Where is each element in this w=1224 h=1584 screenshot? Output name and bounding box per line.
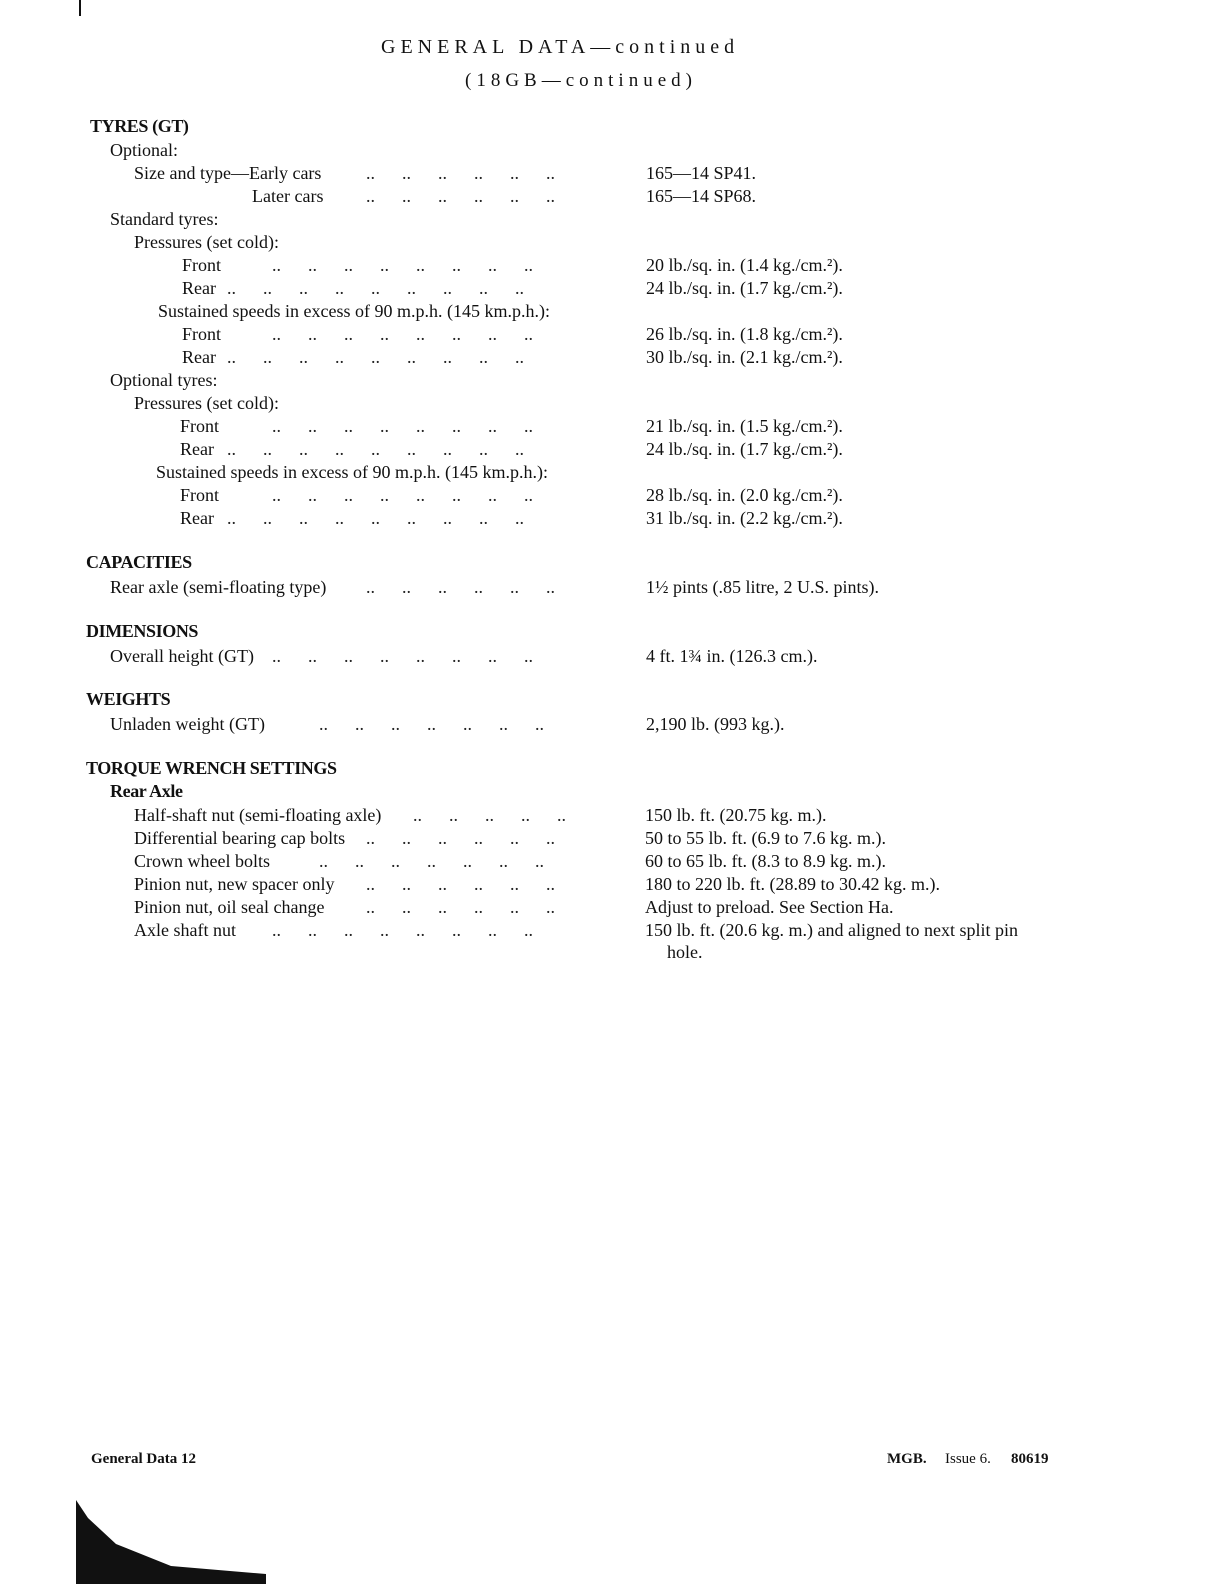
opt-sus-rear-value: 31 lb./sq. in. (2.2 kg./cm.²). bbox=[646, 508, 843, 528]
rear-axle-capacity-value: 1½ pints (.85 litre, 2 U.S. pints). bbox=[646, 577, 879, 597]
opt-front-value: 21 lb./sq. in. (1.5 kg./cm.²). bbox=[646, 416, 843, 436]
size-type-early-value: 165—14 SP41. bbox=[646, 163, 757, 183]
size-type-early-label: Size and type—Early cars bbox=[134, 163, 322, 183]
pinion-nut-new-label: Pinion nut, new spacer only bbox=[134, 874, 335, 894]
opt-rear-label: Rear bbox=[180, 439, 214, 459]
leader-dots: .. .. .. .. .. .. .. .. bbox=[272, 324, 533, 344]
leader-dots: .. .. .. .. .. .. .. .. bbox=[272, 646, 533, 666]
std-sus-front-label: Front bbox=[182, 324, 222, 344]
std-sus-rear-value: 30 lb./sq. in. (2.1 kg./cm.²). bbox=[646, 347, 843, 367]
leader-dots: .. .. .. .. .. .. bbox=[366, 874, 555, 894]
opt-sus-rear-label: Rear bbox=[180, 508, 214, 528]
opt-front-label: Front bbox=[180, 416, 220, 436]
opt-rear-value: 24 lb./sq. in. (1.7 kg./cm.²). bbox=[646, 439, 843, 459]
footer-number: 80619 bbox=[1011, 1451, 1049, 1467]
leader-dots: .. .. .. .. .. .. .. .. bbox=[272, 485, 533, 505]
standard-tyres-label: Standard tyres: bbox=[110, 209, 219, 229]
std-pressures-label: Pressures (set cold): bbox=[134, 232, 279, 252]
leader-dots: .. .. .. .. .. .. .. .. .. bbox=[227, 347, 524, 367]
std-sus-rear-label: Rear bbox=[182, 347, 216, 367]
half-shaft-nut-value: 150 lb. ft. (20.75 kg. m.). bbox=[645, 805, 827, 825]
section-heading-dimensions: DIMENSIONS bbox=[86, 621, 199, 641]
scan-mark-top bbox=[79, 0, 81, 16]
leader-dots: .. .. .. .. .. .. bbox=[366, 828, 555, 848]
std-rear-label: Rear bbox=[182, 278, 216, 298]
leader-dots: .. .. .. .. .. .. .. .. bbox=[272, 416, 533, 436]
half-shaft-nut-label: Half-shaft nut (semi-floating axle) bbox=[134, 805, 382, 825]
std-sus-front-value: 26 lb./sq. in. (1.8 kg./cm.²). bbox=[646, 324, 843, 344]
std-front-label: Front bbox=[182, 255, 222, 275]
axle-shaft-nut-value-cont: hole. bbox=[667, 942, 703, 962]
opt-pressures-label: Pressures (set cold): bbox=[134, 393, 279, 413]
optional-tyres-label: Optional tyres: bbox=[110, 370, 218, 390]
section-heading-tyres: TYRES (GT) bbox=[90, 116, 189, 136]
section-heading-capacities: CAPACITIES bbox=[86, 552, 192, 572]
page-subtitle: (18GB—continued) bbox=[465, 70, 697, 91]
opt-sus-front-value: 28 lb./sq. in. (2.0 kg./cm.²). bbox=[646, 485, 843, 505]
pinion-nut-oil-value: Adjust to preload. See Section Ha. bbox=[645, 897, 894, 917]
footer-model: MGB. bbox=[887, 1451, 927, 1467]
optional-label: Optional: bbox=[110, 140, 178, 160]
leader-dots: .. .. .. .. .. .. bbox=[366, 577, 555, 597]
size-type-later-value: 165—14 SP68. bbox=[646, 186, 757, 206]
leader-dots: .. .. .. .. .. .. .. .. .. bbox=[227, 508, 524, 528]
leader-dots: .. .. .. .. .. .. .. .. bbox=[272, 920, 533, 940]
leader-dots: .. .. .. .. .. .. bbox=[366, 186, 555, 206]
unladen-weight-value: 2,190 lb. (993 kg.). bbox=[646, 714, 785, 734]
leader-dots: .. .. .. .. .. .. bbox=[366, 897, 555, 917]
crown-wheel-bolts-value: 60 to 65 lb. ft. (8.3 to 8.9 kg. m.). bbox=[645, 851, 886, 871]
scan-shadow-bottom bbox=[76, 1500, 276, 1584]
leader-dots: .. .. .. .. .. .. .. .. .. bbox=[227, 439, 524, 459]
crown-wheel-bolts-label: Crown wheel bolts bbox=[134, 851, 270, 871]
rear-axle-capacity-label: Rear axle (semi-floating type) bbox=[110, 577, 327, 597]
overall-height-value: 4 ft. 1¾ in. (126.3 cm.). bbox=[646, 646, 818, 666]
leader-dots: .. .. .. .. .. .. bbox=[366, 163, 555, 183]
overall-height-label: Overall height (GT) bbox=[110, 646, 254, 666]
std-rear-value: 24 lb./sq. in. (1.7 kg./cm.²). bbox=[646, 278, 843, 298]
leader-dots: .. .. .. .. .. .. .. bbox=[319, 851, 544, 871]
leader-dots: .. .. .. .. .. .. .. .. .. bbox=[227, 278, 524, 298]
size-type-later-label: Later cars bbox=[252, 186, 324, 206]
pinion-nut-oil-label: Pinion nut, oil seal change bbox=[134, 897, 325, 917]
leader-dots: .. .. .. .. .. .. .. bbox=[319, 714, 544, 734]
std-front-value: 20 lb./sq. in. (1.4 kg./cm.²). bbox=[646, 255, 843, 275]
section-heading-torque: TORQUE WRENCH SETTINGS bbox=[86, 758, 337, 778]
leader-dots: .. .. .. .. .. bbox=[413, 805, 566, 825]
std-sustained-label: Sustained speeds in excess of 90 m.p.h. (145 km.p.h.): bbox=[158, 301, 550, 321]
diff-bearing-cap-value: 50 to 55 lb. ft. (6.9 to 7.6 kg. m.). bbox=[645, 828, 886, 848]
opt-sus-front-label: Front bbox=[180, 485, 220, 505]
subheading-rear-axle: Rear Axle bbox=[110, 781, 183, 801]
leader-dots: .. .. .. .. .. .. .. .. bbox=[272, 255, 533, 275]
pinion-nut-new-value: 180 to 220 lb. ft. (28.89 to 30.42 kg. m.). bbox=[645, 874, 940, 894]
section-heading-weights: WEIGHTS bbox=[86, 689, 171, 709]
opt-sustained-label: Sustained speeds in excess of 90 m.p.h. (145 km.p.h.): bbox=[156, 462, 548, 482]
footer-page-label: General Data 12 bbox=[91, 1451, 196, 1467]
unladen-weight-label: Unladen weight (GT) bbox=[110, 714, 265, 734]
page-title: GENERAL DATA—continued bbox=[381, 36, 740, 58]
axle-shaft-nut-value: 150 lb. ft. (20.6 kg. m.) and aligned to next split pin bbox=[645, 920, 1018, 940]
diff-bearing-cap-label: Differential bearing cap bolts bbox=[134, 828, 346, 848]
footer-issue: Issue 6. bbox=[945, 1451, 991, 1467]
axle-shaft-nut-label: Axle shaft nut bbox=[134, 920, 236, 940]
